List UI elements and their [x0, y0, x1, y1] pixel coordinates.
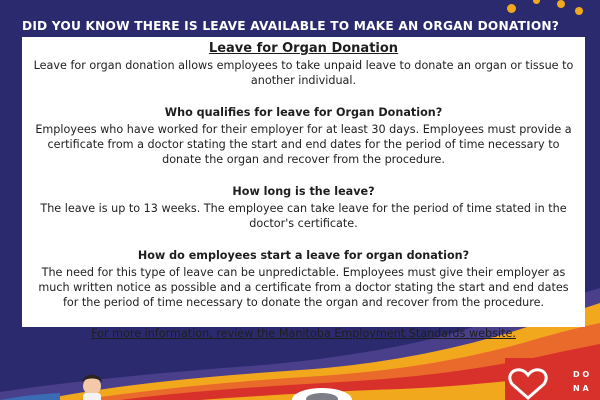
svg-text:D O: D O [573, 370, 590, 379]
section-body-start: The need for this type of leave can be unpredictable. Employees must give their employer as much written notice as possible and a certificate from a doctor stating the start and end dates for the period of time necessary to donate the organ and recover from the procedure. [38, 266, 569, 309]
section-heading-duration: How long is the leave? [232, 185, 375, 198]
section-heading-qualifies: Who qualifies for leave for Organ Donation? [164, 106, 443, 119]
section-body-duration: The leave is up to 13 weeks. The employee can take leave for the period of time stated in the doctor's certificate. [40, 202, 567, 230]
section-heading-start: How do employees start a leave for organ donation? [137, 249, 470, 262]
card-title: Leave for Organ Donation [208, 41, 399, 56]
intro-text: Leave for organ donation allows employees to take unpaid leave to donate an organ or tissue to another individual. [33, 59, 574, 87]
banner-heading: DID YOU KNOW THERE IS LEAVE AVAILABLE TO MAKE AN ORGAN DONATION? [22, 19, 560, 33]
info-card [22, 37, 585, 340]
section-body-qualifies: Employees who have worked for their employer for at least 30 days. Employees must provide a certificate from a doctor stating the start and end dates for the period of time necessary to donate the organ and recover from the procedure. [35, 123, 572, 166]
svg-text:N A: N A [573, 384, 589, 393]
more-info-link[interactable]: For more information, review the Manitoba Employment Standards website. [91, 327, 516, 340]
